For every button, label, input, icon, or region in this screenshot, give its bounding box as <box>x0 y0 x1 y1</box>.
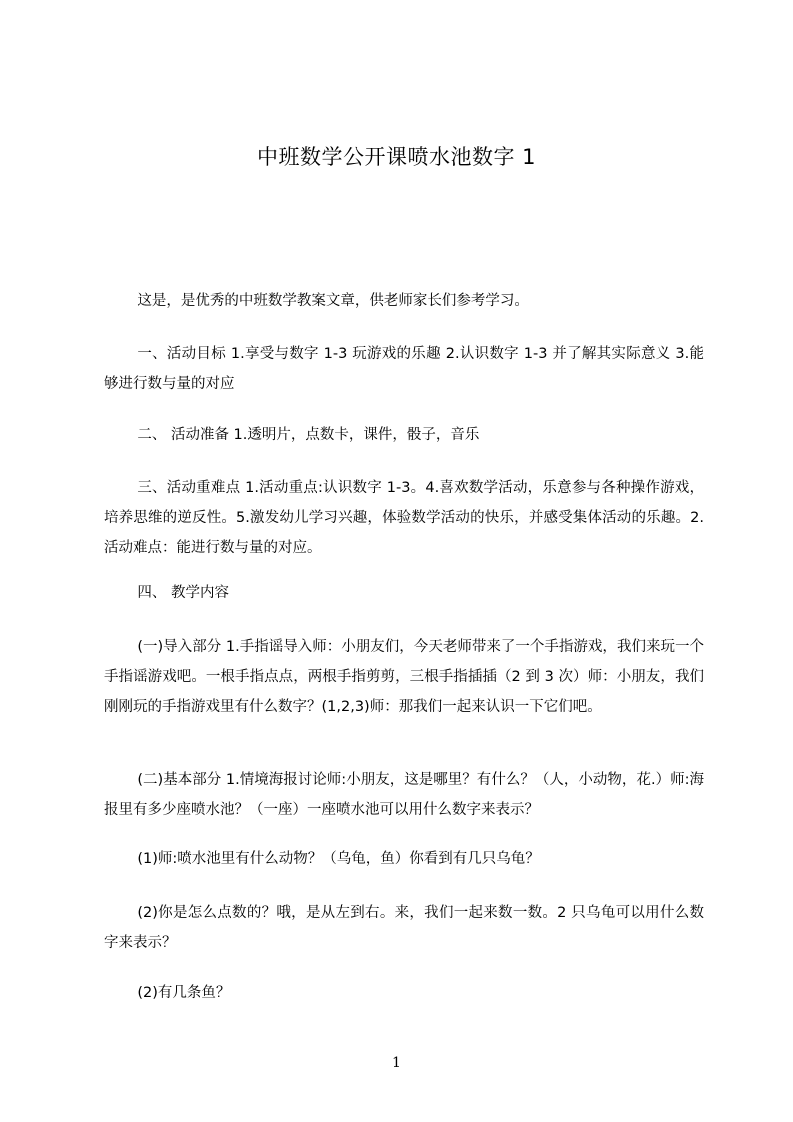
section-key-difficult-points: 三、活动重难点 1.活动重点:认识数字 1-3。4.喜欢数学活动，乐意参与各种操作游戏，培养思维的逆反性。5.激发幼儿学习兴趣，体验数学活动的快乐，并感受集体活动的乐趣。2.活动难点：能进行数与量的对应。 <box>104 480 704 556</box>
part-introduction: (一)导入部分 1.手指谣导入师：小朋友们，今天老师带来了一个手指游戏，我们来玩一个手指谣游戏吧。一根手指点点，两根手指剪剪，三根手指插插（2 到 3 次）师：小朋友，我们刚刚玩的手指游戏里有什么数字？(1,2,3)师：那我们一起来认识一下它们吧。 <box>104 639 704 715</box>
section-teaching-content-heading: 四、 教学内容 <box>137 585 229 601</box>
part-basic: (二)基本部分 1.情境海报讨论师:小朋友，这是哪里？有什么？（人，小动物，花.）师:海报里有多少座喷水池？（一座）一座喷水池可以用什么数字来表示？ <box>104 772 704 818</box>
question-animals: (1)师:喷水池里有什么动物？（乌龟，鱼）你看到有几只乌龟？ <box>137 851 540 867</box>
page-number: 1 <box>392 1055 401 1071</box>
section-activity-goals: 一、活动目标 1.享受与数字 1-3 玩游戏的乐趣 2.认识数字 1-3 并了解其实际意义 3.能够进行数与量的对应 <box>104 346 704 392</box>
intro-paragraph: 这是，是优秀的中班数学教案文章，供老师家长们参考学习。 <box>137 293 529 309</box>
section-activity-preparation: 二、 活动准备 1.透明片，点数卡，课件，骰子，音乐 <box>137 427 480 443</box>
question-fish-count: (2)有几条鱼？ <box>137 985 231 1001</box>
document-title: 中班数学公开课喷水池数字 1 <box>256 145 537 169</box>
question-counting-method: (2)你是怎么点数的？哦，是从左到右。来，我们一起来数一数。2 只乌龟可以用什么数字来表示？ <box>104 905 704 951</box>
